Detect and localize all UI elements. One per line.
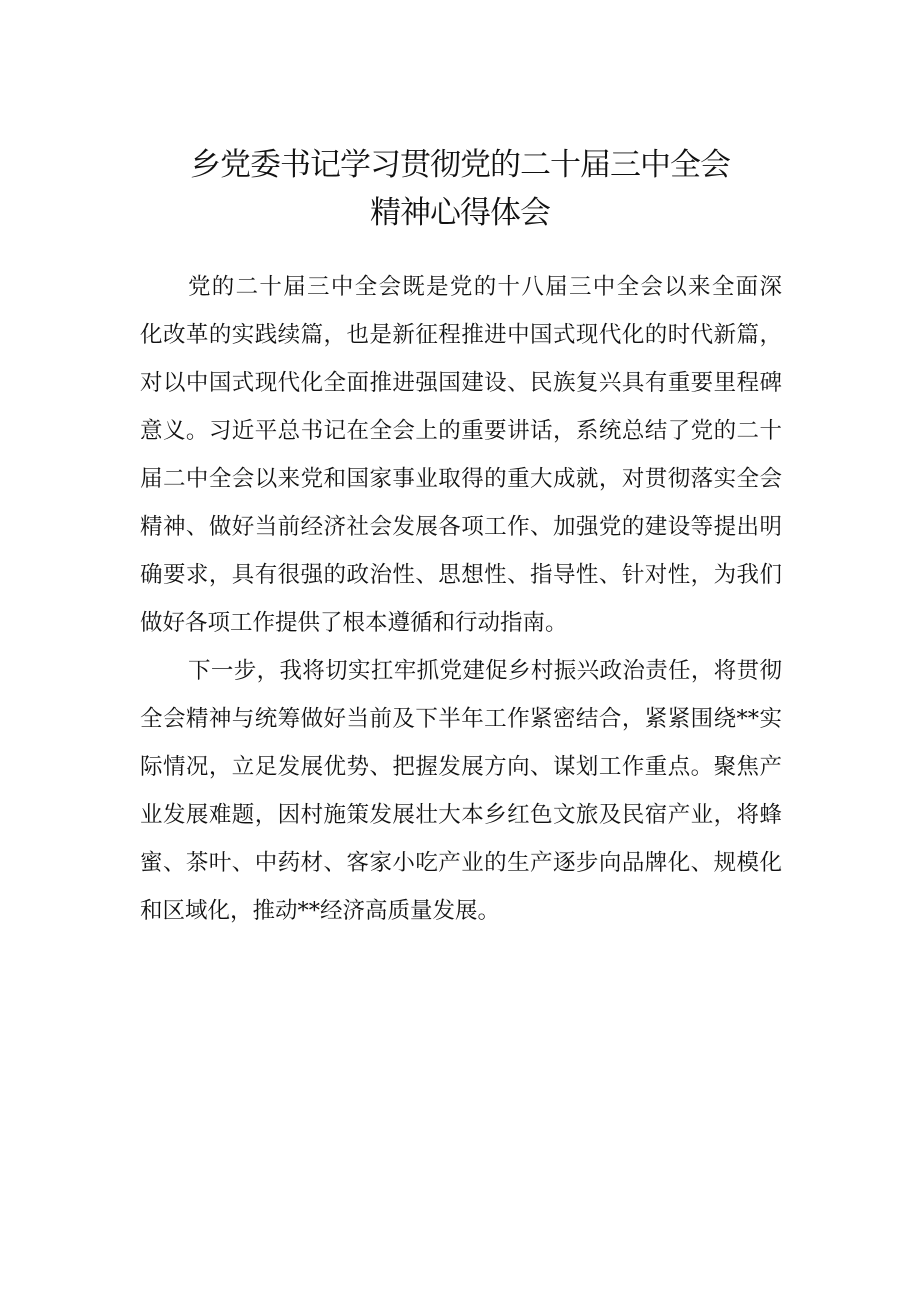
paragraph-line: 际情况，立足发展优势、把握发展方向、谋划工作重点。聚焦产 <box>140 754 782 780</box>
paragraph-line: 和区域化，推动**经济高质量发展。 <box>140 898 501 924</box>
document-title-line-2: 精神心得体会 <box>370 195 550 231</box>
paragraph-line: 全会精神与统筹做好当前及下半年工作紧密结合，紧紧围绕**实 <box>140 706 782 732</box>
paragraph-line: 对以中国式现代化全面推进强国建设、民族复兴具有重要里程碑 <box>140 370 782 396</box>
paragraph-line: 意义。习近平总书记在全会上的重要讲话，系统总结了党的二十 <box>140 418 782 444</box>
paragraph-line: 确要求，具有很强的政治性、思想性、指导性、针对性，为我们 <box>140 562 782 588</box>
paragraph-line: 做好各项工作提供了根本遵循和行动指南。 <box>140 610 568 636</box>
paragraph-line: 届二中全会以来党和国家事业取得的重大成就，对贯彻落实全会 <box>140 466 782 492</box>
paragraph-line: 党的二十届三中全会既是党的十八届三中全会以来全面深 <box>188 274 782 300</box>
paragraph-line: 下一步，我将切实扛牢抓党建促乡村振兴政治责任，将贯彻 <box>188 658 782 684</box>
document-title-line-1: 乡党委书记学习贯彻党的二十届三中全会 <box>190 147 730 183</box>
paragraph-line: 化改革的实践续篇，也是新征程推进中国式现代化的时代新篇， <box>140 322 782 348</box>
paragraph-line: 精神、做好当前经济社会发展各项工作、加强党的建设等提出明 <box>140 514 782 540</box>
paragraph-line: 蜜、茶叶、中药材、客家小吃产业的生产逐步向品牌化、规模化 <box>140 850 782 876</box>
paragraph-line: 业发展难题，因村施策发展壮大本乡红色文旅及民宿产业，将蜂 <box>140 802 782 828</box>
